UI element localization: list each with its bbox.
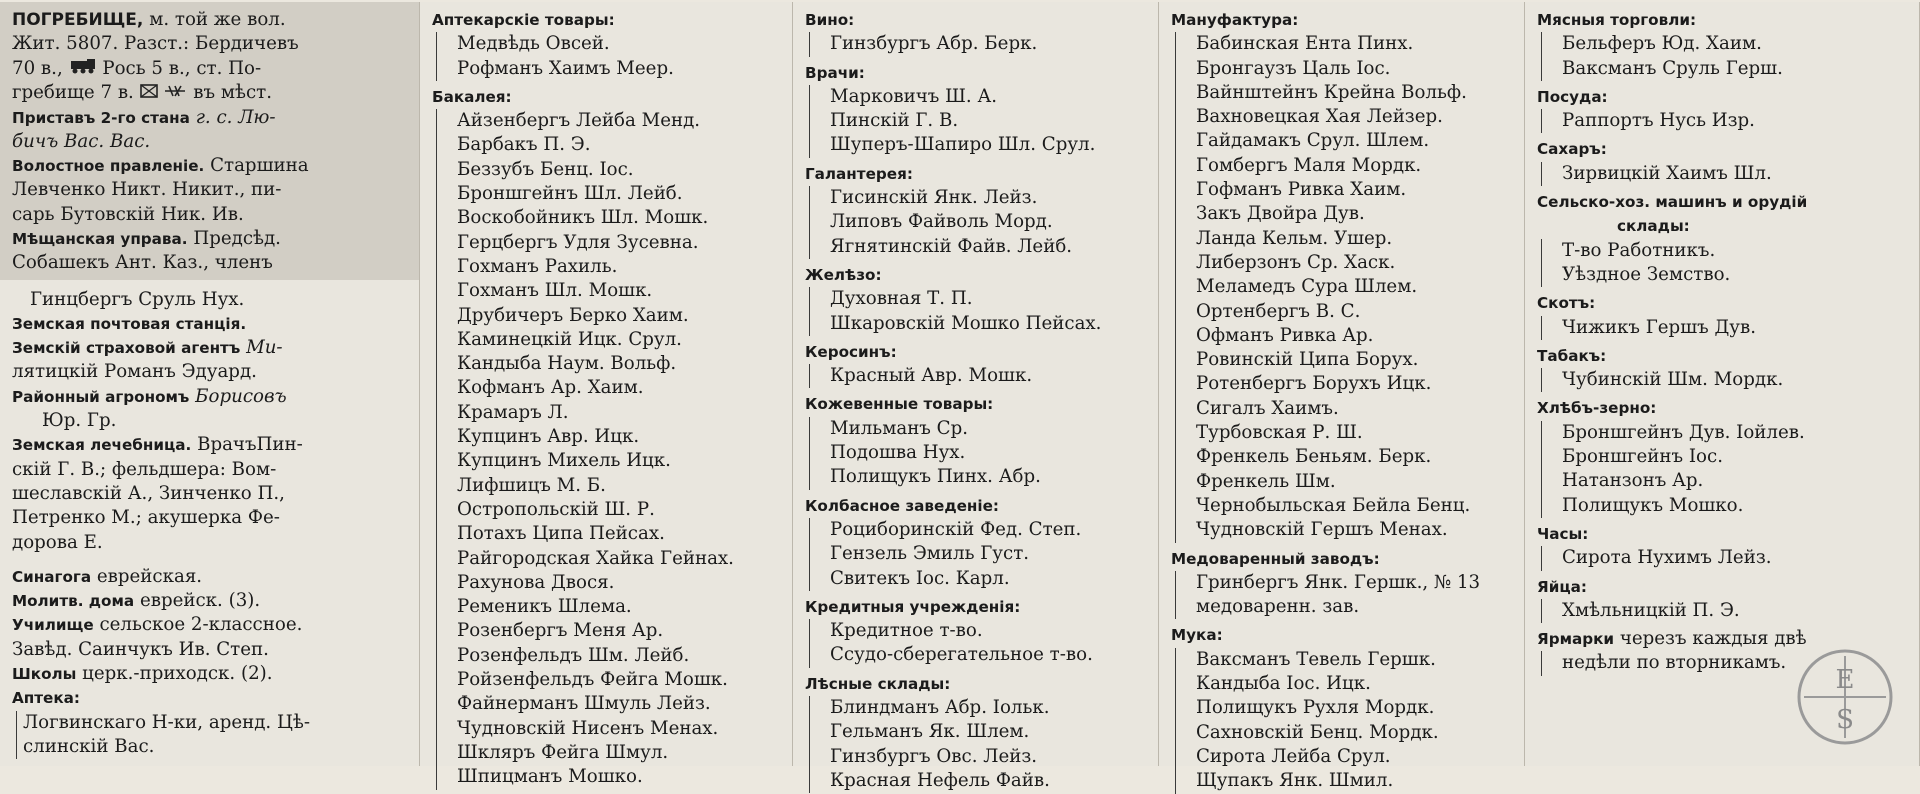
lech-line-1: шеславскій А., Зинченко П., [12,482,285,504]
list-item: Чудновскій Нисенъ Менах. [457,717,719,739]
uchil-label: Училище [12,616,94,635]
list-item: Райгородская Хайка Гейнах. [457,547,734,569]
section-heading: Скотъ: [1537,294,1596,313]
intro-line-3: гребище 7 в. въ мѣст. [12,81,411,105]
section [805,392,1150,489]
sinagoga-label: Синагога [12,567,92,586]
section [805,595,1150,668]
list-item: Гензель Эмиль Густ. [830,543,1030,565]
list-item: Рахунова Двося. [457,571,615,593]
section-heading-tail: черезъ каждыя двѣ [1619,628,1807,650]
section-heading: Ярмарки [1537,630,1615,649]
telegraph-icon [163,81,187,105]
section [805,340,1150,389]
lech-line-2: Петренко М.; акушерка Фе- [12,507,280,529]
uchil-line: Завѣд. Саинчукъ Ив. Степ. [12,638,269,660]
shkoly-text: церк.-приходск. (2). [82,663,273,685]
list-item: Ссудо-сберегательное т-во. [830,644,1093,666]
list-item: Бельферъ Юд. Хаим. [1562,33,1762,55]
list-item: Духовная Т. П. [830,288,973,310]
list-item: Чернобыльская Бейла Бенц. [1196,494,1471,516]
list-item: Розенфельдъ Шм. Лейб. [457,644,690,666]
stamp-bottom: S [1836,705,1854,735]
list-item: Ременикъ Шлема. [457,596,632,618]
list-item: Медвѣдь Овсей. [457,33,610,55]
list-item: Меламедъ Сура Шлем. [1196,276,1418,298]
list-item: Ровинскій Ципа Борух. [1196,349,1419,371]
list-item: Гохманъ Рахиль. [457,255,618,277]
list-item: Каминецкій Ицк. Срул. [457,328,682,350]
section [1537,522,1911,571]
agent-line: лятицкій Романъ Эдуард. [12,361,257,383]
list-item: Блиндманъ Абр. Іольк. [830,697,1050,719]
list-item: Айзенбергъ Лейба Менд. [457,110,701,132]
sinagoga-text: еврейская. [96,565,203,587]
list-item: Закъ Двойра Дув. [1196,203,1365,225]
list-item: Сахновскій Бенц. Мордк. [1196,721,1439,743]
section [1537,8,1911,81]
section [1537,396,1911,517]
agronom-text: Борисовъ [195,385,287,407]
section [805,494,1150,591]
list-item: Купцинъ Авр. Ицк. [457,426,640,448]
section-heading: Колбасное заведеніе: [805,496,999,515]
list-item: Уѣздное Земство. [1562,263,1731,285]
library-stamp [1794,646,1896,748]
section-heading: Вино: [805,11,855,29]
list-item: Полищукъ Рухля Мордк. [1196,697,1435,719]
list-item: Гомбергъ Маля Мордк. [1196,154,1422,176]
list-item: Шпицманъ Мошко. [457,766,643,788]
list-item: Гисинскій Янк. Лейз. [830,187,1038,209]
list-item: Подошва Нух. [830,442,966,464]
list-item: Офманъ Ривка Ар. [1196,324,1374,346]
section [1171,547,1516,620]
column-3 [793,2,1159,791]
list-item: Гохманъ Шл. Мошк. [457,280,653,302]
list-item: Ройзенфельдъ Фейга Мошк. [457,669,728,691]
list-item: Вахновецкая Хая Лейзер. [1196,106,1443,128]
section-heading: Медоваренный заводъ: [1171,549,1380,568]
list-item: Рофманъ Хаимъ Меер. [457,57,674,79]
list-item: Файнерманъ Шмуль Лейз. [457,693,711,715]
column-4 [1159,2,1525,792]
section [1537,344,1911,393]
section [805,61,1150,158]
column-2 [420,2,793,788]
section [1537,85,1911,134]
apteka-line-0: Логвинскаго Н-ки, аренд. Цѣ- [23,711,310,733]
pristav-text2: бичъ Вас. Вас. [12,130,151,152]
list-item: Крамаръ Л. [457,401,569,423]
list-item: Кофманъ Ар. Хаим. [457,377,644,399]
mesch-line: Собашекъ Ант. Каз., членъ [12,252,273,274]
mail-icon [140,81,158,105]
list-item: Щупакъ Янк. Шмил. [1196,770,1394,792]
list-item: Гринбергъ Янк. Гершк., № 13 [1196,571,1481,593]
section [805,8,1150,57]
list-item: Марковичъ Ш. А. [830,85,998,107]
list-item: Френкель Беньям. Берк. [1196,446,1432,468]
list-item: Бронгаузъ Цаль Іос. [1196,57,1391,79]
section-heading: Мука: [1171,626,1223,645]
section-heading: Галантерея: [805,164,913,183]
section [1537,190,1911,287]
list-item: Розенбергъ Меня Ар. [457,620,664,642]
agronom-label: Районный агрономъ [12,387,190,406]
list-item: Кандыба Іос. Ицк. [1196,673,1371,695]
agent-text: Ми- [246,337,283,359]
lech-line-3: дорова Е. [12,531,103,553]
list-item: Роциборинскій Фед. Степ. [830,518,1082,540]
list-item: Шкаровскій Мошко Пейсах. [830,312,1102,334]
section-heading: Мясныя торговли: [1537,11,1697,29]
list-item: Ваксманъ Сруль Герш. [1562,57,1783,79]
section-heading: Посуда: [1537,87,1608,106]
list-item: Натанзонъ Ар. [1562,470,1704,492]
list-item: Купцинъ Михель Ицк. [457,450,671,472]
railway-icon [69,57,97,81]
list-item: Друбичеръ Берко Хаим. [457,304,689,326]
section-heading: Яйца: [1537,577,1587,596]
list-item: Гайдамакъ Срул. Шлем. [1196,130,1430,152]
list-item: Либерзонъ Ср. Хаск. [1196,251,1396,273]
section [1537,291,1911,340]
section [805,162,1150,259]
uchil-text: сельское 2-классное. [99,614,303,636]
list-item: Шуперъ-Шапиро Шл. Срул. [830,134,1096,156]
section [432,8,784,81]
section [805,672,1150,793]
section-heading: Хлѣбъ-зерно: [1537,399,1657,418]
volost-line-1: сарь Бутовскій Ник. Ив. [12,203,244,225]
list-item: Раппортъ Нусь Изр. [1562,110,1755,132]
section [1171,623,1516,793]
section [432,85,784,790]
lech-text: ВрачъПин- [197,434,303,456]
mesch-after: Гинцбергъ Сруль Нух. [30,288,245,310]
list-item: Лифшицъ М. Б. [457,474,606,496]
list-item: Сигалъ Хаимъ. [1196,397,1339,419]
section-heading: Мануфактура: [1171,11,1299,29]
list-item: Сирота Лейба Срул. [1196,745,1391,767]
list-item: Броншгейнъ Дув. Іойлев. [1562,421,1805,443]
mesch-label: Мѣщанская управа. [12,229,188,248]
lech-label: Земская лечебница. [12,436,192,455]
list-item: Красный Авр. Мошк. [830,365,1033,387]
list-item: Вайнштейнъ Крейна Вольф. [1196,81,1467,103]
stamp-top: E [1835,665,1855,695]
list-item: Полищукъ Пинх. Абр. [830,466,1041,488]
list-item: Ланда Кельм. Ушер. [1196,227,1393,249]
list-item: Т-во Работникъ. [1562,239,1716,261]
section-heading: Лѣсные склады: [805,674,951,693]
list-item: Гофманъ Ривка Хаим. [1196,179,1407,201]
list-item: Чудновскій Гершъ Менах. [1196,519,1448,541]
intro-line-2: 70 в., Рось 5 в., ст. По- [12,57,411,81]
volost-line-0: Левченко Никт. Никит., пи- [12,179,282,201]
section [805,263,1150,336]
section-heading: Сахаръ: [1537,140,1607,159]
list-item: Шкляръ Фейга Шмул. [457,741,669,763]
lech-line-0: скій Г. В.; фельдшера: Вом- [12,458,277,480]
pocht-station: Земская почтовая станція. [12,314,247,333]
list-item: Броншгейнъ Іос. [1562,446,1723,468]
list-item: Гинзбургъ Абр. Берк. [830,33,1038,55]
list-item: Сирота Нухимъ Лейз. [1562,547,1772,569]
apteka-line-1: слинскій Вас. [23,735,155,757]
column-1 [0,2,420,766]
list-item: Чижикъ Гершъ Дув. [1562,316,1756,338]
list-item: медоваренн. зав. [1196,596,1360,618]
section-heading: Часы: [1537,524,1589,543]
list-item: Барбакъ П. Э. [457,134,591,156]
list-item: Герцбергъ Удля Зусевна. [457,231,699,253]
list-item: Красная Нефель Файв. [830,769,1050,791]
list-item: Свитекъ Іос. Карл. [830,567,1010,589]
section [1537,575,1911,624]
list-item: Остропольскій Ш. Р. [457,498,655,520]
list-item: Мильманъ Ср. [830,417,969,439]
list-item: Пинскій Г. В. [830,110,959,132]
section-heading-cont: склады: [1617,217,1690,236]
town-intro [0,2,419,280]
list-item: Кредитное т-во. [830,620,983,642]
apteka-label: Аптека: [12,689,80,708]
section [1537,137,1911,186]
intro-line-1: Жит. 5807. Разст.: Бердичевъ [12,33,299,55]
list-item: Турбовская Р. Ш. [1196,422,1363,444]
list-item: Чубинскій Шм. Мордк. [1562,369,1784,391]
list-item: Ваксманъ Тевель Гершк. [1196,648,1436,670]
list-item: Воскобойникъ Шл. Мошк. [457,207,709,229]
volost-text: Старшина [210,155,309,177]
section [1171,8,1516,543]
list-item: Кандыба Наум. Вольф. [457,353,677,375]
section-heading: Кожевенные товары: [805,395,994,414]
pristav-text: г. с. Лю- [195,106,276,128]
list-item: Ортенбергъ В. С. [1196,300,1361,322]
molitv-text: еврейск. (3). [139,590,261,612]
list-item: Гинзбургъ Овс. Лейз. [830,745,1038,767]
list-item: Ротенбергъ Борухъ Ицк. [1196,373,1432,395]
list-item: недѣли по вторникамъ. [1562,652,1787,674]
molitv-label: Молитв. дома [12,592,135,611]
section-heading: Табакъ: [1537,346,1607,365]
mesch-text: Предсѣд. [193,227,281,249]
list-item: Хмѣльницкій П. Э. [1562,599,1740,621]
section-heading: Кредитныя учрежденія: [805,597,1021,616]
list-item: Потахъ Ципа Пейсах. [457,523,665,545]
section-heading: Желѣзо: [805,265,882,284]
section-heading: Врачи: [805,63,865,82]
intro-line-0: м. той же вол. [149,9,286,30]
list-item: Липовъ Файволь Морд. [830,211,1053,233]
list-item: Броншгейнъ Шл. Лейб. [457,183,683,205]
list-item: Бабинская Ента Пинх. [1196,33,1414,55]
list-item: Френкель Шм. [1196,470,1336,492]
pristav-label: Приставъ 2-го стана [12,108,190,127]
volost-label: Волостное правленіе. [12,157,205,176]
list-item: Беззубъ Бенц. Іос. [457,158,634,180]
list-item: Гельманъ Як. Шлем. [830,721,1030,743]
shkoly-label: Школы [12,665,77,684]
section-heading: Аптекарскіе товары: [432,11,615,29]
list-item: Ягнятинскій Файв. Лейб. [830,235,1073,257]
list-item: Полищукъ Мошко. [1562,494,1744,516]
list-item: Зирвицкій Хаимъ Шл. [1562,162,1772,184]
town-heading: ПОГРЕБИЩЕ, [12,10,144,30]
section-heading: Керосинъ: [805,342,897,361]
agronom-line: Юр. Гр. [42,410,117,432]
section-heading: Сельско-хоз. машинъ и орудій [1537,193,1808,212]
agent-label: Земскій страховой агентъ [12,339,241,358]
section-heading: Бакалея: [432,87,512,106]
